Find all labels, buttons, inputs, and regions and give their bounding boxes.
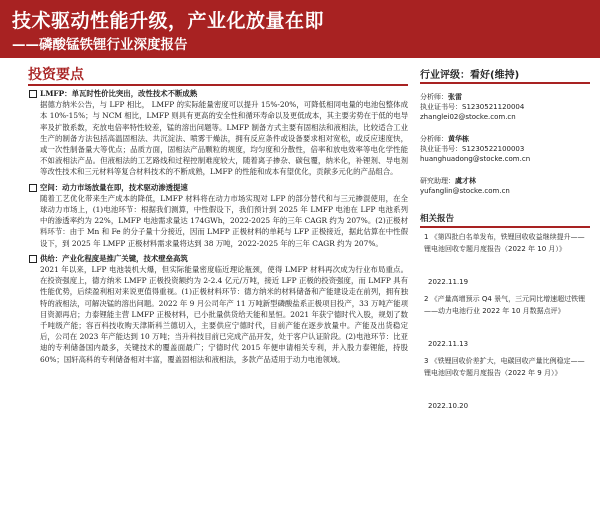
analyst-email[interactable]: huanghuadong@stocke.com.cn (420, 155, 531, 163)
analyst-cert: 执业证书号：S1230521120004 (420, 103, 525, 111)
paragraph-lead: LMFP：单瓦时性价比突出，改性技术不断成熟 (28, 88, 408, 99)
analyst-title: 研究助理： (420, 177, 455, 185)
paragraph-body: 随着工艺优化带来生产成本的降低，LMFP 材料将在动力市场实现对 LFP 的部分替代和与三元掺混使用，在全球动力市场上，(1)电池环节：根据我们测算，中性假设下，我们预计到 2025 年 LMFP 电池在 LFP 电池系列中的渗透率约为 22%，LMFP 电池需求量达 174GWh，2022-2025 年的三年 CAGR 约为 207%。(2)正极材料环节：由于 Mn 和 Fe 的分子量十分接近，因而 LMFP 正极材料的单耗与 LFP 正极接近，据此估算在中性假设下，到 2025 年 LMFP 正极材料需求量将达到 38 万吨，2022-2025 年的三年 CAGR 约为 207%。 (40, 193, 408, 248)
paragraph-lead: 空间：动力市场放量在即，技术驱动渗透提速 (28, 182, 408, 193)
related-report-date: 2022.11.13 (428, 340, 469, 348)
analyst-block (420, 134, 590, 164)
analyst-cert: 执业证书号：S1230522100003 (420, 145, 525, 153)
report-header (0, 0, 600, 58)
analyst-name: 黄华栋 (448, 135, 469, 143)
related-report-link[interactable]: 2 《产量高增预示 Q4 景气，三元同比增速超过铁锂——动力电池行业 2022 年 10 月数据点评》 (424, 295, 586, 315)
rating-value: 看好(维持) (470, 70, 520, 81)
paragraph-body: 据德方纳米公告，与 LFP 相比， LMFP 的实际能量密度可以提升 15%-20%，可降低相同电量的电池包整体成本 10%-15%；与 NCM 相比，LMFP 则具有更高的安全性和循环寿命以及更低成本，其主要劣势在于低的电导率及扩散系数，充放电倍率特性较差，锰的溶出问题等。LMFP 制备方式主要有固相法和液相法，比较适合工业生产的制备方法包括高温固相法、共沉淀法、喷雾干燥法，拥有反应条件或设备要求相对宽松，或反应速度快，或一次性制备量大等优点；品质方面，固相法产品颗粒的规度，均匀度和分散性，倍率和放电效率等电化学性能不如液相法产品。但液相法的工艺路线和过程控制难度较大，随着离子掺杂、碳包覆，纳米化，补锂剂、导电剂等改性技术和三元材料等复合材料技术的不断成熟，LMFP 的性能和成本有望优化，贡献多元化的产品组合。 (40, 100, 408, 177)
main-content (28, 88, 408, 367)
paragraph-lmfp (28, 88, 408, 178)
section-title: 投资要点 (28, 67, 84, 83)
related-report-date: 2022.10.20 (428, 402, 469, 410)
rating-label: 行业评级： (420, 70, 470, 81)
analyst-block (420, 92, 590, 122)
paragraph-body: 2021 年以来，LFP 电池装机大爆，但实际能量密度临近理论瓶颈，使得 LMFP 材料再次成为行业布局重点。在投资强度上，德方纳米 LMFP 正极投资额约为 2-2.4 亿元/万吨，接近 LFP 正极的投资强度，而 LMFP 具有性能优势，后续盈利相对来说更值得重视。(1)正极材料环节：德方纳米的材料储备和产能建设走在前列，拥有独特的液相法，可解决锰的溶出问题。2022 年 9 月公司年产 11 万吨新型磷酸盐系正极项目投产，33 万吨产能项目资源再启；力泰锂能主营 LMFP 正极材料，已小批量供货给天能和星恒。2021 年获宁德时代入股，规划了数千吨级产能；容百科技收购天津斯科兰德切入，主要供应宁德时代，目前产能在逐步放量中。产能及出货稳定后，公司在 2023 年产能达到 10 万吨；当升科技目前已完成产品开发，处于客户认证阶段。(2)电池环节：比亚迪的专利储备国内最多，关键技术的覆盖面最广；宁德时代 2015 年便申请相关专利，并入股力泰锂能，持股 60%；国轩高科的专利储备相对丰富，覆盖固相法和液相法，多款产品适用于动力电池领域。 (40, 265, 408, 364)
industry-rating (420, 66, 590, 81)
section-divider (28, 84, 408, 86)
report-title: 技术驱动性能升级，产业化放量在即 (12, 10, 325, 32)
related-report-link[interactable]: 3 《铁锂回收价差扩大，电碳回收产量比例稳定——锂电池回收专题月度报告（2022 年 9 月）》 (424, 357, 585, 377)
related-reports-title: 相关报告 (420, 214, 455, 224)
related-report-link[interactable]: 1 《第四批白名单发布，铁锂回收收益继续提升——锂电池回收专题月度报告（2022 年 10 月）》 (424, 233, 585, 253)
analyst-email[interactable]: yufanglin@stocke.com.cn (420, 187, 510, 195)
related-report-date: 2022.11.19 (428, 278, 469, 286)
analyst-title: 分析师： (420, 93, 448, 101)
paragraph-lead: 供给：产业化程度是推广关键，技术壁垒高筑 (28, 253, 408, 264)
report-subtitle: ——磷酸锰铁锂行业深度报告 (12, 37, 188, 53)
analyst-block (420, 176, 590, 196)
analyst-name: 虞才林 (455, 177, 476, 185)
analyst-title: 分析师： (420, 135, 448, 143)
analyst-email[interactable]: zhanglei02@stocke.com.cn (420, 113, 516, 121)
related-divider (420, 226, 590, 228)
paragraph-supply (28, 253, 408, 365)
analyst-name: 张雷 (448, 93, 462, 101)
rating-divider (420, 82, 590, 84)
paragraph-market (28, 182, 408, 249)
